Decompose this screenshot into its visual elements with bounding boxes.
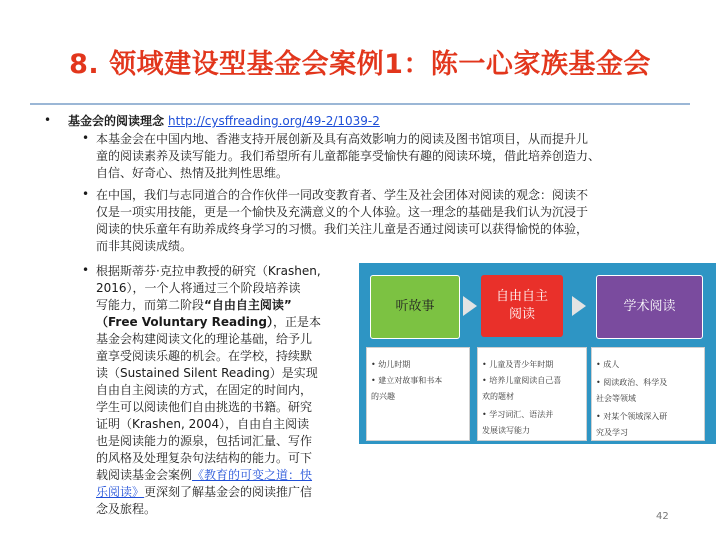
stage-academic-reading: 学术阅读 [596,275,703,339]
text-line: 童的阅读素养及读写能力。我们希望所有儿童都能享受愉快有趣的阅读环境，借此培养创造力、 [96,149,601,163]
text-line [96,314,356,331]
detail-item: • 儿童及青少年时期 [482,360,554,369]
text-line: 阅读的快乐童年有助养成终身学习的习惯。我们关注儿童是否通过阅读可以获得愉悦的体验， [96,222,589,236]
stage3-details [591,347,705,441]
text-line [96,297,356,314]
text-line: 自由自主阅读的方式，在固定的时间内， [96,383,313,397]
text-line: 自信、好奇心、热情及批判性思维。 [96,166,289,180]
detail-item: 的兴趣 [371,392,395,401]
text-span: 写能力，而第二阶段 [96,298,205,312]
sub-bullet-mission [96,131,696,182]
detail-item: • 学习词汇、语法并 [482,410,554,419]
text-line: 也是阅读能力的源泉，包括词汇量、写作 [96,434,313,448]
detail-item: • 成人 [596,360,620,369]
detail-item: 欢的题材 [482,392,514,401]
text-span: 载阅读基金会案例 [96,468,193,482]
text-span: 更深刻了解基金会的阅读推广信 [144,485,313,499]
detail-item: 社会等领域 [596,394,636,403]
detail-item: • 对某个领域深入研 [596,412,668,421]
philosophy-link[interactable]: http://cysffreading.org/49-2/1039-2 [168,114,380,128]
text-line: 的风格及处理复杂句法结构的能力。可下 [96,451,313,465]
page-number: 42 [656,511,669,522]
text-line [96,484,356,501]
text-line: 证明（Krashen, 2004），自由自主阅读 [96,417,310,431]
sub-bullet-dot: • [82,131,90,145]
detail-item: • 阅读政治、科学及 [596,378,668,387]
text-line: 基金会构建阅读文化的理论基础，给予儿 [96,332,313,346]
stage2-details [477,347,587,441]
sub-bullet-dot: • [82,263,90,277]
case-study-link[interactable]: 《教育的可变之道：快 [192,468,313,482]
title-divider [30,103,690,105]
bullet-dot: • [44,113,52,127]
text-line: 而非其阅读成绩。 [96,239,193,253]
text-line: 根据斯蒂芬·克拉申教授的研究（Krashen, [96,264,321,278]
text-line [96,467,356,484]
stage-label: 自由自主 [495,289,548,304]
reading-stages-diagram [359,263,716,444]
sub-bullet-china [96,187,696,255]
stage-listen-stories: 听故事 [370,275,460,339]
sub-bullet-dot: • [82,187,90,201]
detail-item: • 建立对故事和书本 [371,376,443,385]
text-line: 仅是一项实用技能，更是一个愉快及充满意义的个人体验。这一理念的基础是我们认为沉浸于 [96,205,589,219]
detail-item: • 幼儿时期 [371,360,411,369]
detail-item: 发展读写能力 [482,426,530,435]
emphasis-text: “自由自主阅读” [204,298,292,312]
arrow-right-icon [463,296,477,316]
heading-text: 基金会的阅读理念 [68,114,165,128]
text-line: 本基金会在中国内地、香港支持开展创新及具有高效影响力的阅读及图书馆项目，从而提升儿 [96,132,589,146]
reading-philosophy-heading [68,113,380,130]
text-span: ，正是本 [272,315,321,329]
slide-title: 8. 领域建设型基金会案例1：陈一心家族基金会 [69,49,651,80]
text-line: 念及旅程。 [96,502,157,516]
arrow-right-icon [572,296,586,316]
case-study-link-cont[interactable]: 乐阅读》 [96,485,145,499]
text-line: 学生可以阅读他们自由挑选的书籍。研究 [96,400,313,414]
text-line: 在中国，我们与志同道合的合作伙伴一同改变教育者、学生及社会团体对阅读的观念：阅读不 [96,188,589,202]
stage1-details [366,347,470,441]
detail-item: 究及学习 [596,428,628,437]
text-line: 童享受阅读乐趣的机会。在学校，持续默 [96,349,313,363]
stage-free-reading [481,275,563,337]
stage-label: 阅读 [508,307,535,322]
text-line: 2016），一个人将通过三个阶段培养读 [96,281,301,295]
krashen-paragraph [96,263,356,518]
emphasis-text: （Free Voluntary Reading） [96,315,273,329]
detail-item: • 培养儿童阅读自己喜 [482,376,562,385]
text-line: 读（Sustained Silent Reading）是实现 [96,366,318,380]
